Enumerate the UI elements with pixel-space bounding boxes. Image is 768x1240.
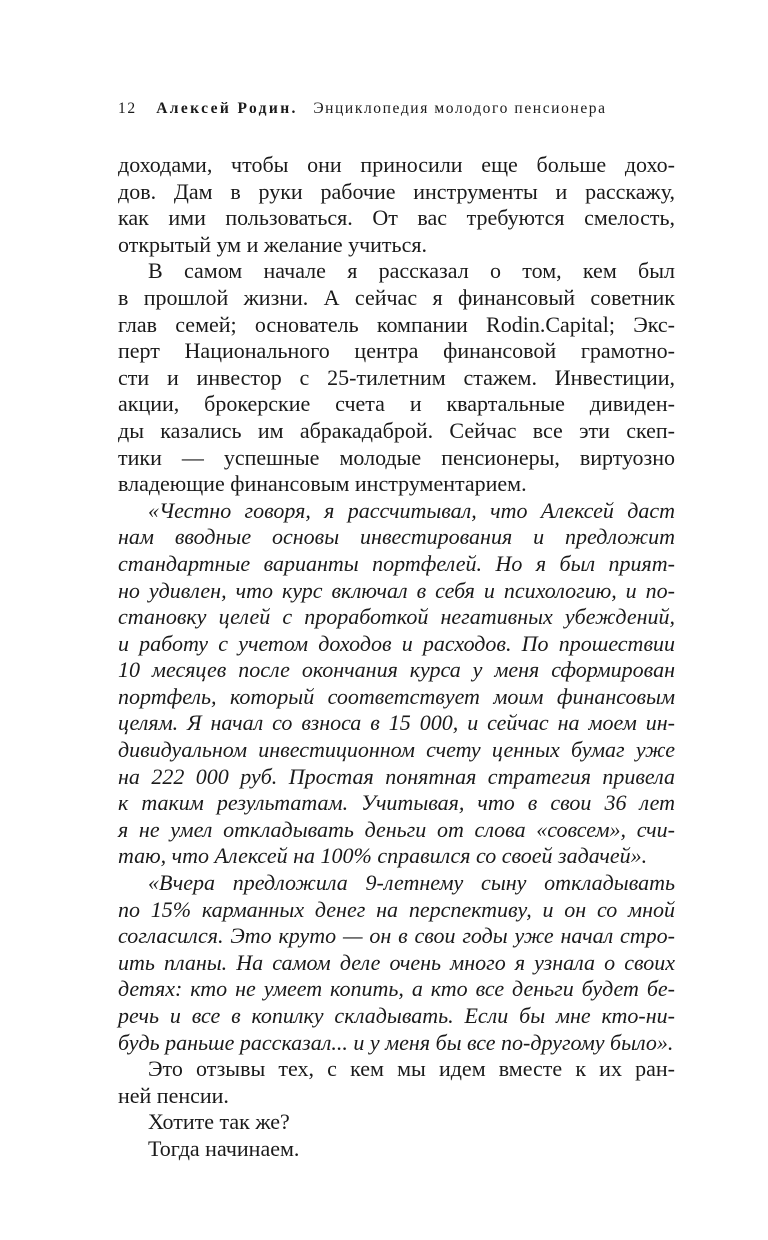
text-line: целям. Я начал со взноса в 15 000, и сейчас на моем ин- [118, 710, 675, 736]
text-line: ды казались им абракадаброй. Сейчас все эти скеп- [118, 417, 675, 443]
text-line: и работу с учетом доходов и расходов. По прошествии [118, 630, 675, 656]
text-line: владеющие финансовым инструментарием. [118, 471, 527, 497]
text-line: в прошлой жизни. А сейчас я финансовый советник [118, 284, 675, 310]
text-line: тики — успешные молодые пенсионеры, виртуозно [118, 444, 675, 470]
text-line: речь и все в копилку складывать. Если бы мне кто-ни- [118, 1003, 675, 1028]
text-line: сти и инвестор с 25-тилетним стажем. Инвестиции, [118, 364, 675, 390]
text-line: я не умел откладывать деньги от слова «совсем», счи- [118, 816, 675, 842]
text-line: «Честно говоря, я рассчитывал, что Алексей даст [148, 497, 675, 523]
author-name: Алексей Родин. [156, 100, 298, 117]
text-line: доходами, чтобы они приносили еще больше дохо- [118, 152, 675, 177]
text-line: детях: кто не умеет копить, а кто все деньги будет бе- [118, 976, 675, 1002]
text-line: по 15% карманных денег на перспективу, и он со мной [118, 896, 675, 922]
text-line: открытый ум и желание учиться. [118, 231, 427, 257]
text-line: В самом начале я рассказал о том, кем был [148, 258, 675, 284]
text-line: но удивлен, что курс включал в себя и психологию, и по- [118, 577, 675, 603]
text-line: глав семей; основатель компании Rodin.Capital; Экс- [118, 311, 675, 337]
text-line: будь раньше рассказал... и у меня бы все по-другому было». [118, 1029, 674, 1055]
text-line: на 222 000 руб. Простая понятная стратегия привела [118, 763, 675, 789]
book-title: Энциклопедия молодого пенсионера [313, 100, 607, 117]
page-number: 12 [118, 100, 137, 117]
text-line: к таким результатам. Учитывая, что в свои 36 лет [118, 790, 675, 816]
text-line: «Вчера предложила 9-летнему сыну откладывать [148, 870, 675, 896]
text-line: становку целей с проработкой негативных убеждений, [118, 604, 675, 630]
text-line: Тогда начинаем. [148, 1135, 300, 1161]
text-line: ней пенсии. [118, 1082, 229, 1108]
text-line: портфель, который соответствует моим финансовым [118, 683, 675, 709]
text-line: ить планы. На самом деле очень много я узнала о своих [118, 949, 675, 975]
text-line: Хотите так же? [148, 1109, 290, 1135]
text-line: как ими пользоваться. От вас требуются смелость, [118, 205, 675, 231]
text-line: таю, что Алексей на 100% справился со своей задачей». [118, 843, 648, 869]
text-line: акции, брокерские счета и квартальные дивиден- [118, 391, 675, 417]
text-line: согласился. Это круто — он в свои годы уже начал стро- [118, 923, 675, 949]
text-line: перт Национального центра финансовой грамотно- [118, 338, 675, 364]
text-line: дивидуальном инвестиционном счету ценных бумаг уже [118, 737, 675, 763]
text-line: 10 месяцев после окончания курса у меня сформирован [118, 657, 675, 683]
text-line: нам вводные основы инвестирования и предложит [118, 524, 675, 550]
text-line: дов. Дам в руки рабочие инструменты и расскажу, [118, 178, 675, 204]
text-line: стандартные варианты портфелей. Но я был прият- [118, 550, 675, 576]
text-line: Это отзывы тех, с кем мы идем вместе к их ран- [148, 1056, 675, 1082]
body-text [118, 152, 675, 1163]
running-head [118, 99, 678, 119]
